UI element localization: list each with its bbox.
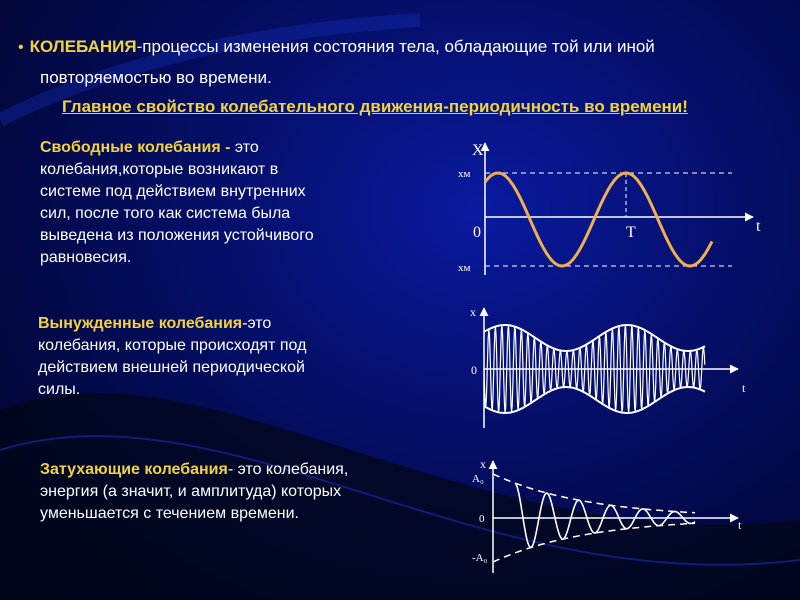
free-period-label: T <box>626 224 636 241</box>
free-sine-curve <box>485 173 712 266</box>
free-zero-label: 0 <box>473 224 481 241</box>
definition-continuation: повторяемостью во времени. <box>40 68 272 87</box>
damped-line: энергия (а значит, и амплитуда) которых <box>40 483 342 500</box>
damped-zero-label: 0 <box>479 513 485 525</box>
free-oscillation-graph <box>440 135 780 280</box>
free-line: колебания,которые возникают в <box>40 161 279 178</box>
forced-line: действием внешней периодической <box>38 359 305 376</box>
forced-oscillations-block <box>38 313 418 401</box>
main-property-heading: Главное свойство колебательного движения-периодичность во времени! <box>62 97 688 116</box>
damped-a0-bottom-label: -A₀ <box>472 552 488 564</box>
forced-x-label: t <box>742 381 746 395</box>
definition-text: -процессы изменения состояния тела, обладающие той или иной <box>136 37 655 56</box>
free-dash: - <box>220 139 235 156</box>
damped-line: уменьшается с течением времени. <box>40 505 299 522</box>
damped-envelope-top <box>493 474 695 513</box>
damped-oscillation-graph <box>470 455 760 575</box>
free-line: сил, после того как система была <box>40 205 291 222</box>
damped-oscillations-term: Затухающие колебания <box>40 461 228 478</box>
forced-oscillation-graph <box>460 302 760 430</box>
damped-line1-rest: - это колебания, <box>227 461 349 478</box>
free-xm-bottom-label: xм <box>458 262 471 274</box>
free-line: равновесия. <box>40 249 132 266</box>
forced-zero-label: 0 <box>471 363 477 377</box>
bullet-icon: • <box>18 39 24 56</box>
free-y-label: X <box>472 142 484 159</box>
damped-x-label: t <box>738 518 742 532</box>
forced-line: колебания, которые происходят под <box>38 337 307 354</box>
forced-y-label: x <box>470 305 476 319</box>
free-line1-rest: это <box>234 139 259 156</box>
free-x-label: t <box>756 218 761 235</box>
free-oscillations-term: Свободные колебания <box>40 139 221 156</box>
forced-envelope-top <box>484 325 705 351</box>
forced-oscillations-term: Вынужденные колебания <box>38 315 243 332</box>
damped-a0-top-label: A₀ <box>472 473 484 485</box>
free-oscillations-block <box>40 137 410 269</box>
definition-term: КОЛЕБАНИЯ <box>29 37 137 56</box>
forced-line: силы. <box>38 381 81 398</box>
damped-oscillation-curve <box>515 483 695 547</box>
free-xm-top-label: xм <box>458 168 471 180</box>
free-line: выведена из положения устойчивого <box>40 227 314 244</box>
free-line: системе под действием внутренних <box>40 183 306 200</box>
damped-envelope-bottom <box>493 523 695 562</box>
damped-oscillations-block <box>40 459 440 525</box>
forced-line1-rest: -это <box>242 315 272 332</box>
damped-y-label: x <box>480 457 486 471</box>
definition-line <box>18 36 778 59</box>
